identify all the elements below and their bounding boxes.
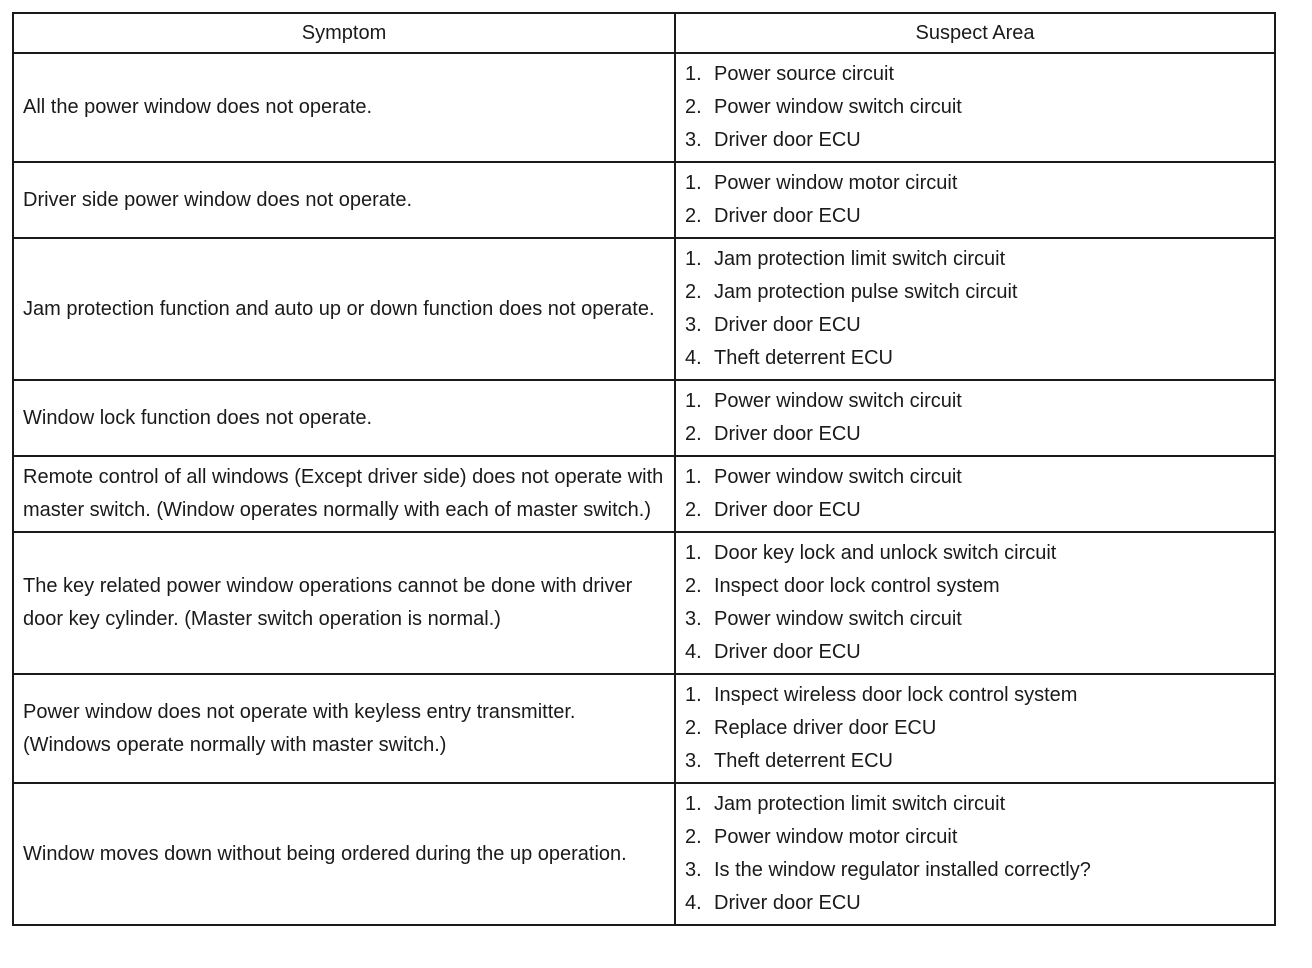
item-number: 4.: [685, 641, 702, 663]
item-number: 1.: [685, 172, 702, 194]
symptom-cell: Power window does not operate with keyless entry transmitter. (Windows operate normally with master switch.): [13, 674, 675, 783]
suspect-area-list: [685, 679, 1266, 778]
suspect-area-item: [685, 494, 1266, 527]
suspect-area-cell: [675, 380, 1275, 456]
suspect-area-cell: [675, 238, 1275, 380]
table-row: [13, 532, 1275, 674]
item-text: Power window motor circuit: [714, 826, 958, 848]
symptom-cell: Remote control of all windows (Except driver side) does not operate with master switch. (Window operates normally with each of master switch.): [13, 456, 675, 532]
item-number: 1.: [685, 466, 702, 488]
item-number: 3.: [685, 750, 702, 772]
symptom-cell: Jam protection function and auto up or down function does not operate.: [13, 238, 675, 380]
suspect-area-list: [685, 537, 1266, 669]
item-text: Power source circuit: [714, 63, 895, 85]
item-number: 4.: [685, 892, 702, 914]
item-text: Inspect wireless door lock control system: [714, 684, 1078, 706]
item-number: 1.: [685, 248, 702, 270]
suspect-area-item: [685, 603, 1266, 636]
suspect-area-item: [685, 887, 1266, 920]
item-number: 1.: [685, 390, 702, 412]
suspect-area-list: [685, 461, 1266, 527]
symptom-cell: Driver side power window does not operate.: [13, 162, 675, 238]
item-text: Driver door ECU: [714, 641, 861, 663]
item-number: 1.: [685, 63, 702, 85]
table-row: [13, 783, 1275, 925]
item-text: Jam protection limit switch circuit: [714, 248, 1006, 270]
item-number: 2.: [685, 499, 702, 521]
item-text: Driver door ECU: [714, 129, 861, 151]
item-text: Is the window regulator installed correctly?: [714, 859, 1091, 881]
suspect-area-list: [685, 167, 1266, 233]
item-text: Driver door ECU: [714, 892, 861, 914]
symptom-column-header: Symptom: [13, 13, 675, 53]
symptom-cell: The key related power window operations cannot be done with driver door key cylinder. (Master switch operation is normal.): [13, 532, 675, 674]
symptom-cell: All the power window does not operate.: [13, 53, 675, 162]
suspect-area-item: [685, 788, 1266, 821]
suspect-area-item: [685, 385, 1266, 418]
item-text: Driver door ECU: [714, 205, 861, 227]
suspect-area-item: [685, 636, 1266, 669]
suspect-area-item: [685, 418, 1266, 451]
symptom-cell: Window moves down without being ordered during the up operation.: [13, 783, 675, 925]
table-row: [13, 456, 1275, 532]
suspect-area-item: [685, 200, 1266, 233]
item-number: 2.: [685, 826, 702, 848]
suspect-area-item: [685, 243, 1266, 276]
symptom-table: [12, 12, 1276, 926]
item-number: 1.: [685, 793, 702, 815]
table-row: [13, 238, 1275, 380]
suspect-area-item: [685, 745, 1266, 778]
suspect-area-item: [685, 537, 1266, 570]
suspect-area-item: [685, 821, 1266, 854]
suspect-area-item: [685, 854, 1266, 887]
item-text: Power window switch circuit: [714, 96, 962, 118]
troubleshooting-sheet: [12, 12, 1274, 926]
item-number: 3.: [685, 608, 702, 630]
suspect-area-item: [685, 712, 1266, 745]
item-text: Power window switch circuit: [714, 466, 962, 488]
item-text: Power window motor circuit: [714, 172, 958, 194]
suspect-area-cell: [675, 53, 1275, 162]
suspect-area-cell: [675, 162, 1275, 238]
item-text: Replace driver door ECU: [714, 717, 937, 739]
suspect-area-item: [685, 342, 1266, 375]
item-text: Theft deterrent ECU: [714, 750, 893, 772]
table-row: [13, 674, 1275, 783]
item-text: Jam protection limit switch circuit: [714, 793, 1006, 815]
suspect-area-cell: [675, 456, 1275, 532]
item-number: 4.: [685, 347, 702, 369]
item-number: 1.: [685, 542, 702, 564]
item-number: 2.: [685, 423, 702, 445]
table-row: [13, 380, 1275, 456]
item-text: Driver door ECU: [714, 314, 861, 336]
suspect-area-item: [685, 91, 1266, 124]
symptom-cell: Window lock function does not operate.: [13, 380, 675, 456]
header-row: [13, 13, 1275, 53]
item-number: 2.: [685, 717, 702, 739]
suspect-area-item: [685, 58, 1266, 91]
suspect-area-list: [685, 788, 1266, 920]
item-text: Door key lock and unlock switch circuit: [714, 542, 1057, 564]
item-number: 2.: [685, 575, 702, 597]
item-number: 2.: [685, 281, 702, 303]
item-number: 3.: [685, 129, 702, 151]
suspect-area-item: [685, 570, 1266, 603]
suspect-area-list: [685, 58, 1266, 157]
item-number: 3.: [685, 859, 702, 881]
item-number: 3.: [685, 314, 702, 336]
suspect-area-item: [685, 276, 1266, 309]
suspect-area-cell: [675, 783, 1275, 925]
item-number: 1.: [685, 684, 702, 706]
suspect-area-cell: [675, 532, 1275, 674]
item-text: Inspect door lock control system: [714, 575, 1000, 597]
item-number: 2.: [685, 205, 702, 227]
suspect-area-item: [685, 309, 1266, 342]
suspect-area-item: [685, 679, 1266, 712]
suspect-area-list: [685, 385, 1266, 451]
table-row: [13, 162, 1275, 238]
item-text: Jam protection pulse switch circuit: [714, 281, 1018, 303]
suspect-area-list: [685, 243, 1266, 375]
suspect-area-column-header: Suspect Area: [675, 13, 1275, 53]
table-row: [13, 53, 1275, 162]
item-text: Driver door ECU: [714, 423, 861, 445]
item-text: Driver door ECU: [714, 499, 861, 521]
item-text: Power window switch circuit: [714, 390, 962, 412]
item-number: 2.: [685, 96, 702, 118]
item-text: Power window switch circuit: [714, 608, 962, 630]
item-text: Theft deterrent ECU: [714, 347, 893, 369]
suspect-area-item: [685, 461, 1266, 494]
suspect-area-cell: [675, 674, 1275, 783]
suspect-area-item: [685, 167, 1266, 200]
suspect-area-item: [685, 124, 1266, 157]
